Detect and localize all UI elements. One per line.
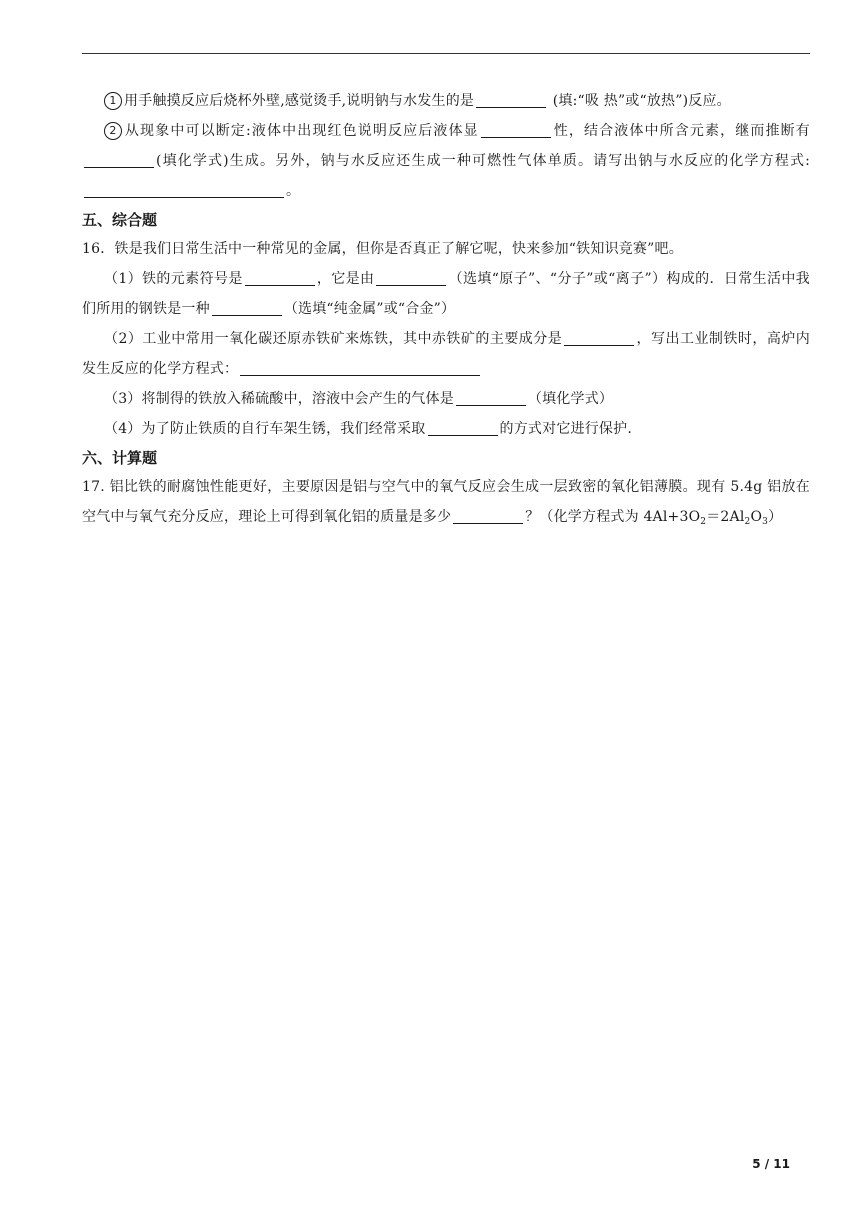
answer-blank[interactable] [376,267,446,286]
q16-stem: 16．铁是我们日常生活中一种常见的金属，但你是否真正了解它呢，快来参加“铁知识竞赛”吧。 [82,241,683,257]
q16-sub1 [82,264,810,324]
answer-blank[interactable] [240,357,480,376]
answer-blank[interactable] [564,327,634,346]
q16-sub4-text-b: 的方式对它进行保护. [499,421,632,437]
q16-sub1-text-b: ，它是由 [316,271,375,287]
q15-part1-text-b: (填:“吸 热”或“放热”)反应。 [548,93,731,109]
answer-blank[interactable] [481,119,551,138]
q16-sub2-text-a: （2）工业中常用一氧化碳还原赤铁矿来炼铁，其中赤铁矿的主要成分是 [104,331,563,347]
section-6-heading: 六、计算题 [82,449,158,467]
header-rule [82,53,810,54]
q15-part2 [82,116,810,206]
q15-part2-text-b: 性，结合液体中所含元素，继而推断有 [552,123,810,139]
q16-sub2 [82,324,810,384]
page-content [82,86,810,532]
page-number: 5 / 11 [752,1157,790,1171]
q16-sub2-text-b: ，写出工业制铁时，高炉内发生反应的化学方程式： [82,331,810,377]
answer-blank[interactable] [245,267,315,286]
circled-number-1: 1 [104,92,122,110]
q16-sub1-text-c: （选填“原子”、“分子”或“离子”）构成的．日常生活中我们所用的钢铁是一种 [82,271,810,317]
q16-sub4 [82,414,810,444]
q17-text-a: 17. 铝比铁的耐腐蚀性能更好，主要原因是铝与空气中的氧气反应会生成一层致密的氧化铝薄膜。现有 5.4g 铝放在空气中与氧气充分反应，理论上可得到氧化铝的质量是多少 [82,479,810,525]
circled-number-2: 2 [104,122,122,140]
answer-blank[interactable] [212,297,282,316]
answer-blank[interactable] [428,417,498,436]
subscript: 2 [700,517,707,527]
q16-sub4-text-a: （4）为了防止铁质的自行车架生锈，我们经常采取 [104,421,426,437]
q17-text-b: ？（化学方程式为 4Al+3O [525,509,701,525]
q17 [82,472,810,532]
answer-blank[interactable] [84,149,154,168]
answer-blank[interactable] [84,179,284,198]
answer-blank[interactable] [453,505,523,524]
q15-part2-text-d: 。 [286,183,301,199]
q15-part2-text-c: (填化学式)生成。另外，钠与水反应还生成一种可燃性气体单质。请写出钠与水反应的化学方程式: [156,153,810,169]
q15-part1-text-a: 用手触摸反应后烧杯外壁,感觉烫手,说明钠与水发生的是 [124,93,475,109]
q15-part2-text-a: 从现象中可以断定:液体中出现红色说明反应后液体显 [124,123,479,139]
q16-sub3-text-a: （3）将制得的铁放入稀硫酸中，溶液中会产生的气体是 [104,391,454,407]
q17-text-c: ＝2Al [706,509,745,525]
q17-text-e: ） [768,509,783,525]
q16-sub3 [82,384,810,414]
answer-blank[interactable] [476,89,546,108]
q16-sub3-text-b: （填化学式） [527,391,614,407]
subscript: 3 [762,517,769,527]
q15-part1 [82,86,810,116]
subscript: 2 [744,517,751,527]
q16-sub1-text-a: （1）铁的元素符号是 [104,271,243,287]
answer-blank[interactable] [456,387,526,406]
section-5-heading: 五、综合题 [82,211,158,229]
q16-sub1-text-d: （选填“纯金属”或“合金”） [283,301,456,317]
q17-text-d: O [750,509,763,525]
